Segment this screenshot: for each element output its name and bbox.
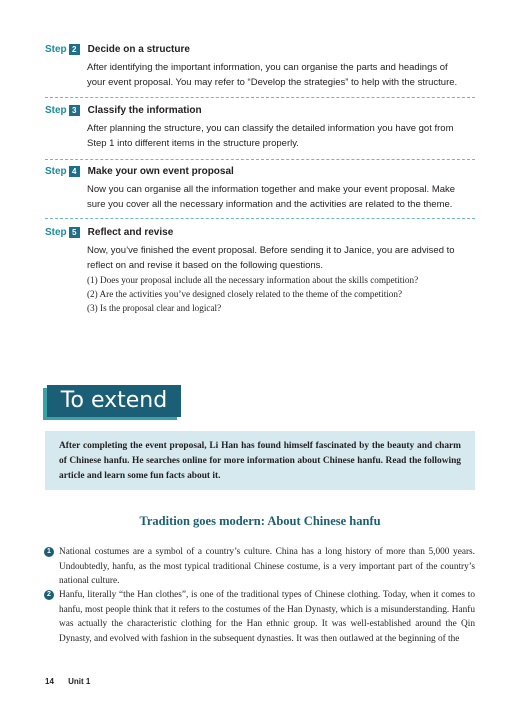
article-title: Tradition goes modern: About Chinese hanfu — [139, 514, 381, 528]
step-text-line: Now you can organise all the information together and make your event proposal. Make — [87, 184, 456, 195]
step-text-line: sure you cover all the necessary information and the activities are related to the theme. — [87, 199, 453, 210]
step-title: Reflect and revise — [87, 226, 174, 238]
step-text-line: reflect on and revise it based on the following questions. — [87, 260, 324, 271]
question-item: (2) Are the activities you’ve designed closely related to the theme of the competition? — [87, 289, 403, 299]
step-label: Step — [45, 104, 67, 116]
paragraph-number-badge: 2 — [44, 590, 54, 600]
step-3 — [45, 103, 475, 151]
step-2 — [45, 42, 475, 90]
step-4 — [45, 164, 475, 212]
step-header — [45, 164, 475, 178]
step-number-badge: 5 — [69, 227, 80, 238]
step-text-line: your event proposal. You may refer to “Develop the strategies” to help with the structure. — [87, 77, 458, 88]
section-banner: To extend — [47, 385, 181, 417]
step-title: Make your own event proposal — [87, 165, 234, 177]
step-body — [87, 60, 475, 90]
step-number-badge: 4 — [69, 166, 80, 177]
unit-label: Unit 1 — [68, 677, 91, 686]
page-footer — [45, 677, 90, 686]
step-body — [87, 243, 475, 315]
step-text-line: Step 1 into different items in the structure properly. — [87, 138, 299, 149]
step-body — [87, 182, 475, 212]
step-number-badge: 2 — [69, 44, 80, 55]
step-body — [87, 121, 475, 151]
step-text-line: After planning the structure, you can classify the detailed information you have got from — [87, 123, 454, 134]
step-label: Step — [45, 226, 67, 238]
paragraph-text: Hanfu, literally “the Han clothes”, is one of the traditional types of Chinese clothing. Today, when it comes to hanfu, most people think that it refers to the costumes of the Han Dynasty, which is a misunderstanding. Hanfu was actually the characteristic clothing for the Han ethnic group. It was well-established around the Qin Dynasty, and evolved with fashion in the subsequent dynasties. It was then outlawed at the beginning of the — [59, 590, 475, 644]
dashed-divider — [45, 159, 475, 160]
step-header — [45, 225, 475, 239]
step-header — [45, 42, 475, 56]
dashed-divider — [45, 218, 475, 219]
step-label: Step — [45, 165, 67, 177]
article-paragraph — [45, 588, 475, 646]
step-title: Decide on a structure — [87, 43, 190, 55]
page-number: 14 — [45, 677, 54, 686]
step-label: Step — [45, 43, 67, 55]
step-header — [45, 103, 475, 117]
question-item: (1) Does your proposal include all the necessary information about the skills competition? — [87, 275, 419, 285]
step-text-line: Now, you’ve finished the event proposal. Before sending it to Janice, you are advised to — [87, 245, 455, 256]
step-title: Classify the information — [87, 104, 202, 116]
step-number-badge: 3 — [69, 105, 80, 116]
step-5 — [45, 225, 475, 315]
question-item: (3) Is the proposal clear and logical? — [87, 303, 222, 313]
intro-box: After completing the event proposal, Li Han has found himself fascinated by the beauty and charm of Chinese hanfu. He searches online for more information about Chinese hanfu. Read the following article and learn some fun facts about it. — [45, 431, 475, 490]
step-text-line: After identifying the important information, you can organise the parts and headings of — [87, 62, 448, 73]
dashed-divider — [45, 97, 475, 98]
paragraph-number-badge: 1 — [44, 547, 54, 557]
paragraph-text: National costumes are a symbol of a country’s culture. China has a long history of more than 5,000 years. Undoubtedly, hanfu, as the most typical traditional Chinese costume, is a very important part of the country’s national culture. — [59, 547, 475, 586]
article-paragraph — [45, 545, 475, 589]
